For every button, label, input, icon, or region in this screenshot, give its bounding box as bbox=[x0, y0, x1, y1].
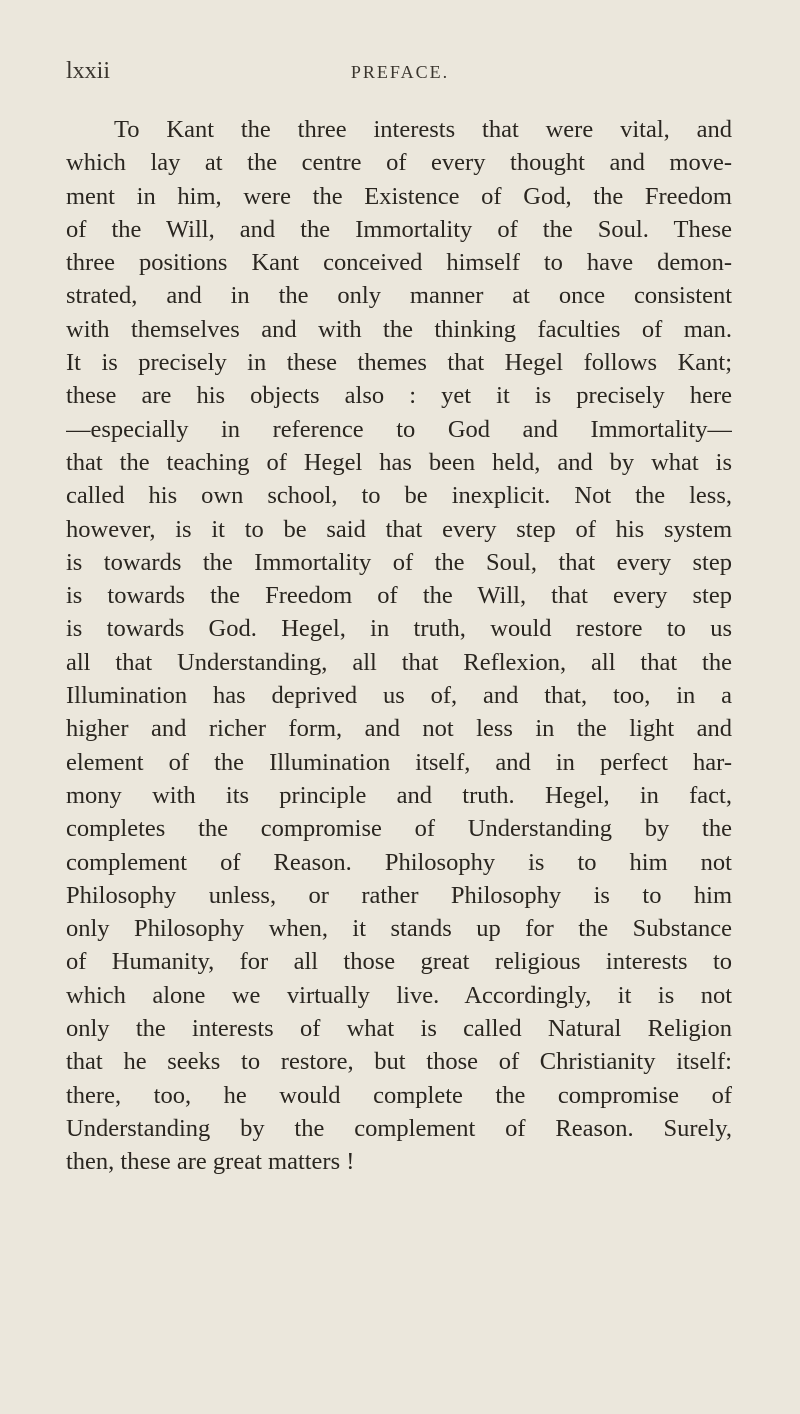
text-line: only Philosophy when, it stands up for the Substance bbox=[66, 915, 732, 943]
text-line: all that Understanding, all that Reflexion, all that the bbox=[66, 648, 732, 676]
text-line: is towards the Immortality of the Soul, that every step bbox=[66, 548, 732, 576]
text-line: —especially in reference to God and Immortality— bbox=[66, 415, 732, 443]
text-line: then, these are great matters ! bbox=[66, 1148, 355, 1176]
text-line: only the interests of what is called Natural Religion bbox=[66, 1015, 732, 1043]
text-line: Philosophy unless, or rather Philosophy is to him bbox=[66, 881, 732, 909]
text-line: is towards the Freedom of the Will, that every step bbox=[66, 582, 732, 610]
text-line: element of the Illumination itself, and in perfect har- bbox=[66, 748, 732, 776]
text-line: which lay at the centre of every thought and move- bbox=[66, 149, 732, 177]
text-line: higher and richer form, and not less in the light and bbox=[66, 715, 732, 743]
text-line: these are his objects also : yet it is precisely here bbox=[66, 382, 732, 410]
text-line: It is precisely in these themes that Hegel follows Kant; bbox=[66, 349, 732, 377]
text-line: is towards God. Hegel, in truth, would restore to us bbox=[66, 615, 732, 643]
page-number: lxxii bbox=[66, 58, 111, 84]
text-line: completes the compromise of Understanding by the bbox=[66, 815, 732, 843]
running-title: PREFACE. bbox=[350, 62, 450, 82]
body-paragraph bbox=[66, 113, 732, 1179]
text-line: strated, and in the only manner at once consistent bbox=[66, 282, 732, 310]
text-line: called his own school, to be inexplicit. Not the less, bbox=[66, 482, 732, 510]
text-line: that he seeks to restore, but those of Christianity itself: bbox=[66, 1048, 732, 1076]
running-head bbox=[66, 58, 734, 88]
text-line: however, is it to be said that every step of his system bbox=[66, 515, 732, 543]
text-line: ment in him, were the Existence of God, the Freedom bbox=[66, 182, 732, 210]
text-line: three positions Kant conceived himself to have demon- bbox=[66, 249, 732, 277]
text-line: Understanding by the complement of Reason. Surely, bbox=[66, 1114, 732, 1142]
text-line: mony with its principle and truth. Hegel, in fact, bbox=[66, 781, 732, 809]
text-line: complement of Reason. Philosophy is to him not bbox=[66, 848, 732, 876]
text-line: Illumination has deprived us of, and that, too, in a bbox=[66, 682, 732, 710]
text-line: To Kant the three interests that were vital, and bbox=[114, 116, 732, 143]
text-line: of the Will, and the Immortality of the Soul. These bbox=[66, 215, 732, 243]
text-line: of Humanity, for all those great religious interests to bbox=[66, 948, 732, 976]
text-line: that the teaching of Hegel has been held, and by what is bbox=[66, 448, 732, 476]
text-line: which alone we virtually live. Accordingly, it is not bbox=[66, 981, 732, 1009]
text-line: there, too, he would complete the compromise of bbox=[66, 1081, 732, 1109]
text-line: with themselves and with the thinking faculties of man. bbox=[66, 315, 732, 343]
